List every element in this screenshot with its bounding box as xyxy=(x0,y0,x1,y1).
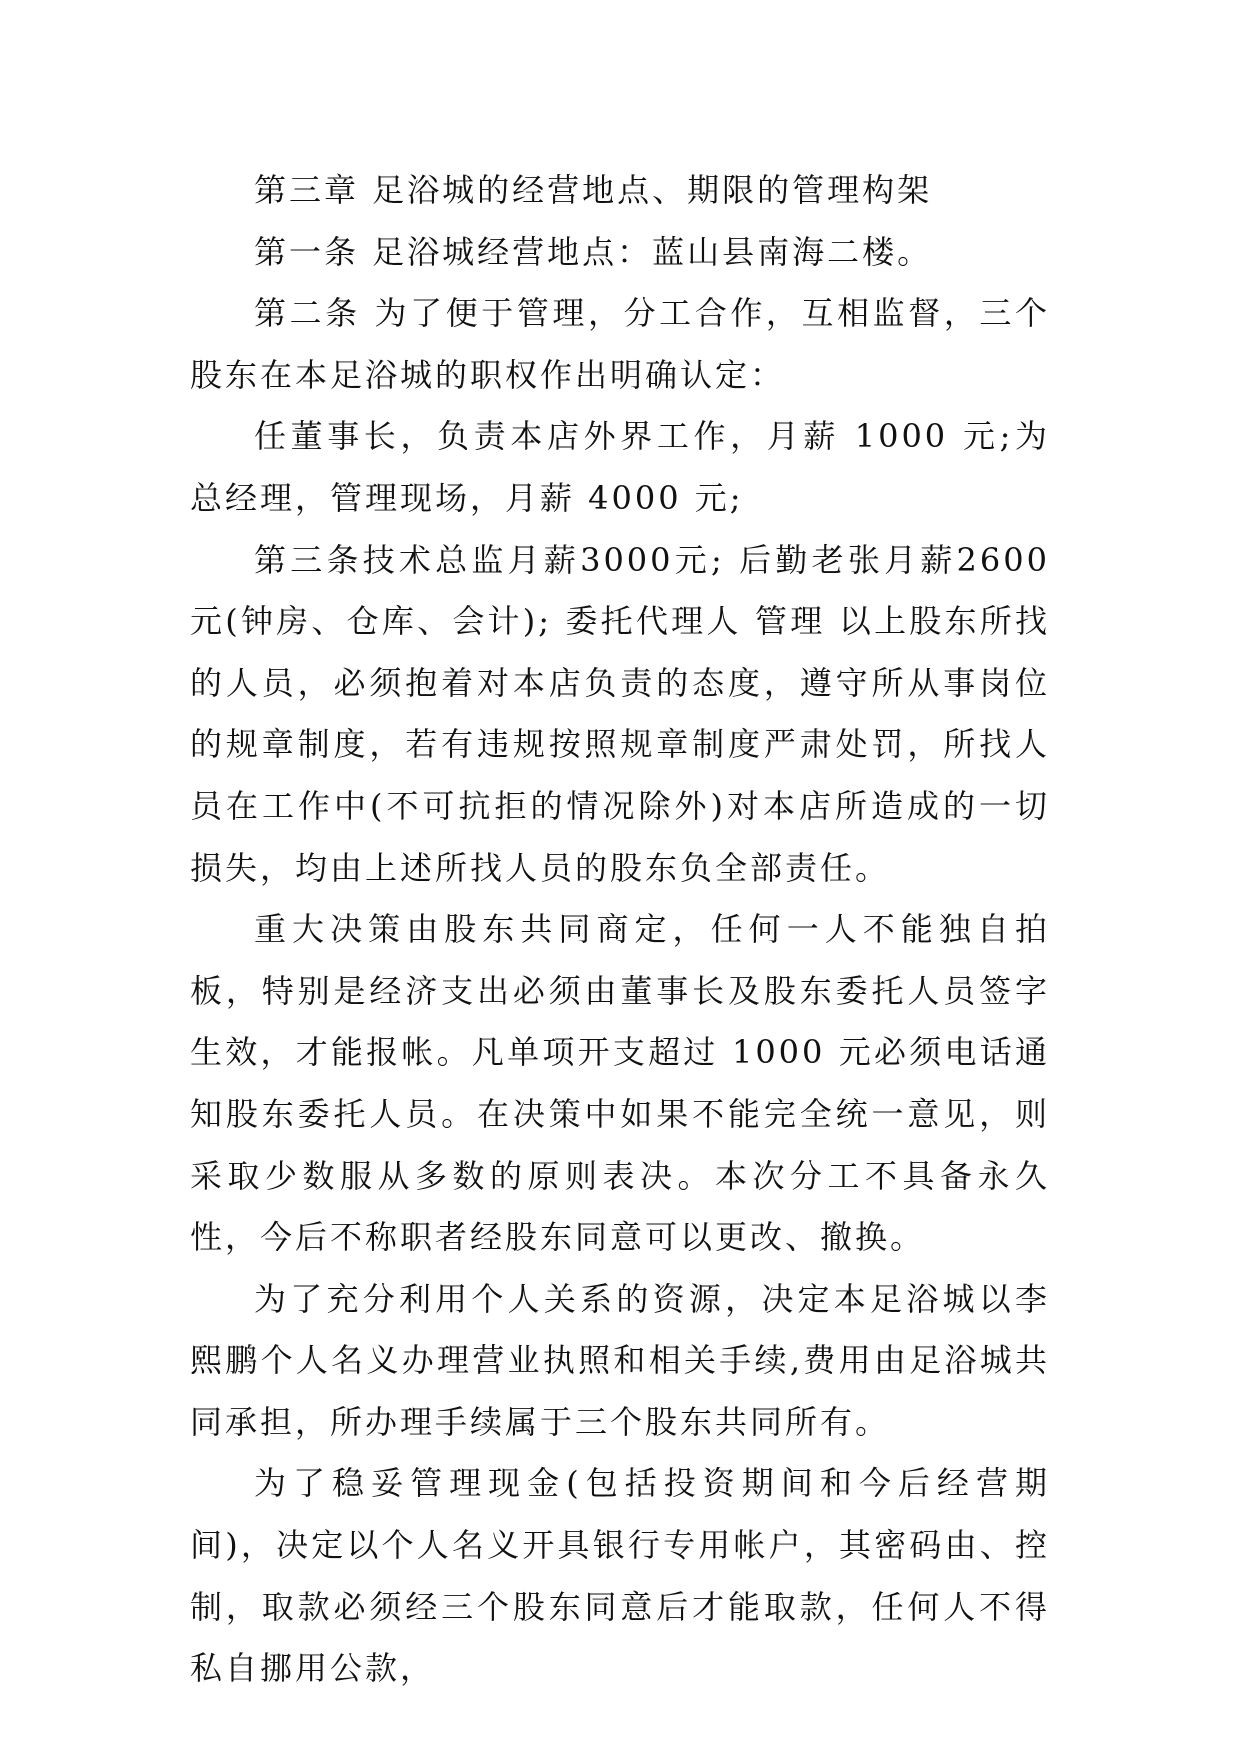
major-decisions-paragraph: 重大决策由股东共同商定，任何一人不能独自拍板，特别是经济支出必须由董事长及股东委托人员签字生效，才能报帐。凡单项开支超过 1000 元必须电话通知股东委托人员。在决策中如果不能完全统一意见，则采取少数服从多数的原则表决。本次分工不具备永久性，今后不称职者经股东同意可以更改、撤换。 xyxy=(190,910,1050,1257)
chairman-salary-paragraph: 任董事长，负责本店外界工作，月薪 1000 元;为总经理，管理现场，月薪 4000 元; xyxy=(190,417,1050,517)
cash-management-paragraph: 为了稳妥管理现金(包括投资期间和今后经营期间)，决定以个人名义开具银行专用帐户，其密码由、控制，取款必须经三个股东同意后才能取款，任何人不得私自挪用公款， xyxy=(190,1464,1050,1688)
business-license-paragraph: 为了充分利用个人关系的资源，决定本足浴城以李熙鹏个人名义办理营业执照和相关手续,费用由足浴城共同承担，所办理手续属于三个股东共同所有。 xyxy=(190,1279,1050,1441)
document-body xyxy=(190,160,1050,1700)
chapter-heading: 第三章 足浴城的经营地点、期限的管理构架 xyxy=(254,171,933,209)
article-3-paragraph: 第三条技术总监月薪3000元; 后勤老张月薪2600元(钟房、仓库、会计); 委托代理人 管理 以上股东所找的人员，必须抱着对本店负责的态度，遵守所从事岗位的规章制度，若有违规按照规章制度严肃处罚，所找人员在工作中(不可抗拒的情况除外)对本店所造成的一切损失，均由上述所找人员的股东负全部责任。 xyxy=(190,540,1050,887)
article-2-paragraph: 第二条 为了便于管理，分工合作，互相监督，三个股东在本足浴城的职权作出明确认定： xyxy=(190,294,1050,394)
article-1-paragraph: 第一条 足浴城经营地点：蓝山县南海二楼。 xyxy=(254,232,933,271)
